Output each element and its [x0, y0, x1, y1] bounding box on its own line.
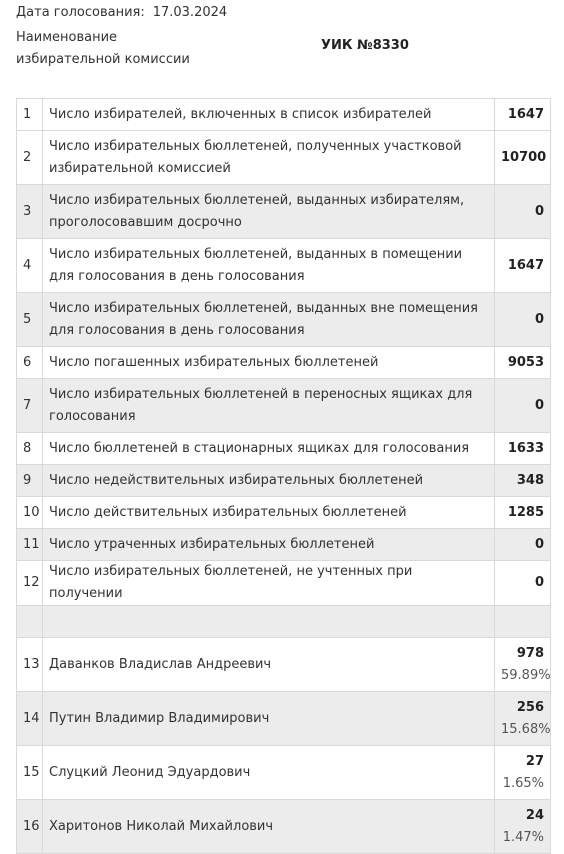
row-value: 0 — [495, 293, 551, 347]
candidate-name: Даванков Владислав Андреевич — [43, 638, 495, 692]
candidate-votes: 24 — [525, 807, 544, 823]
candidate-name: Слуцкий Леонид Эдуардович — [43, 746, 495, 800]
row-label: Число избирательных бюллетеней, полученных участковой избирательной комиссией — [43, 131, 495, 185]
row-value: 0 — [495, 529, 551, 561]
table-row — [17, 465, 551, 497]
row-number: 16 — [17, 800, 43, 854]
table-row — [17, 561, 551, 606]
candidate-row — [17, 692, 551, 746]
row-number: 14 — [17, 692, 43, 746]
table-row — [17, 347, 551, 379]
commission-label — [16, 27, 216, 71]
row-number: 5 — [17, 293, 43, 347]
voting-date — [16, 5, 227, 20]
separator-cell — [43, 606, 495, 638]
row-value: 9053 — [495, 347, 551, 379]
commission-name: УИК №8330 — [321, 38, 409, 53]
separator-row — [17, 606, 551, 638]
table-row — [17, 239, 551, 293]
candidate-row — [17, 638, 551, 692]
candidate-percent: 1.65% — [502, 775, 544, 791]
row-label: Число избирательных бюллетеней в переносных ящиках для голосования — [43, 379, 495, 433]
row-label: Число недействительных избирательных бюллетеней — [43, 465, 495, 497]
row-number: 3 — [17, 185, 43, 239]
row-number: 11 — [17, 529, 43, 561]
document-header — [16, 0, 550, 92]
row-number: 8 — [17, 433, 43, 465]
row-label: Число утраченных избирательных бюллетеней — [43, 529, 495, 561]
table-row — [17, 529, 551, 561]
commission-label-line1: Наименование — [16, 30, 118, 45]
candidate-result — [495, 638, 551, 692]
separator-cell — [17, 606, 43, 638]
date-label: Дата голосования: — [16, 5, 145, 20]
row-value: 1647 — [495, 99, 551, 131]
table-row — [17, 433, 551, 465]
row-number: 10 — [17, 497, 43, 529]
row-number: 7 — [17, 379, 43, 433]
separator-cell — [495, 606, 551, 638]
row-number: 9 — [17, 465, 43, 497]
table-row — [17, 99, 551, 131]
candidate-result — [495, 692, 551, 746]
row-number: 1 — [17, 99, 43, 131]
row-number: 6 — [17, 347, 43, 379]
candidate-name: Путин Владимир Владимирович — [43, 692, 495, 746]
row-label: Число избирательных бюллетеней, выданных в помещении для голосования в день голосования — [43, 239, 495, 293]
row-label: Число избирательных бюллетеней, не учтенных при получении — [43, 561, 495, 606]
candidate-percent: 1.47% — [502, 829, 544, 845]
table-row — [17, 497, 551, 529]
row-label: Число избирателей, включенных в список избирателей — [43, 99, 495, 131]
table-row — [17, 131, 551, 185]
row-number: 4 — [17, 239, 43, 293]
candidate-votes: 256 — [516, 699, 544, 715]
row-value: 0 — [495, 185, 551, 239]
candidate-name: Харитонов Николай Михайлович — [43, 800, 495, 854]
results-table — [16, 98, 551, 854]
candidate-row — [17, 800, 551, 854]
row-value: 0 — [495, 561, 551, 606]
candidate-result — [495, 746, 551, 800]
row-number: 2 — [17, 131, 43, 185]
row-label: Число избирательных бюллетеней, выданных избирателям, проголосовавшим досрочно — [43, 185, 495, 239]
row-label: Число погашенных избирательных бюллетеней — [43, 347, 495, 379]
row-label: Число избирательных бюллетеней, выданных вне помещения для голосования в день голосования — [43, 293, 495, 347]
row-value: 10700 — [495, 131, 551, 185]
candidate-votes: 978 — [516, 645, 544, 661]
table-row — [17, 293, 551, 347]
date-value: 17.03.2024 — [152, 5, 228, 20]
candidate-votes: 27 — [525, 753, 544, 769]
row-value: 1633 — [495, 433, 551, 465]
row-value: 348 — [495, 465, 551, 497]
candidate-percent: 15.68% — [501, 721, 551, 737]
row-label: Число бюллетеней в стационарных ящиках для голосования — [43, 433, 495, 465]
table-row — [17, 379, 551, 433]
row-number: 15 — [17, 746, 43, 800]
row-value: 1647 — [495, 239, 551, 293]
candidate-percent: 59.89% — [501, 667, 551, 683]
row-number: 12 — [17, 561, 43, 606]
commission-label-line2: избирательной комиссии — [16, 52, 190, 67]
row-value: 1285 — [495, 497, 551, 529]
candidate-row — [17, 746, 551, 800]
table-row — [17, 185, 551, 239]
row-value: 0 — [495, 379, 551, 433]
row-label: Число действительных избирательных бюллетеней — [43, 497, 495, 529]
candidate-result — [495, 800, 551, 854]
row-number: 13 — [17, 638, 43, 692]
